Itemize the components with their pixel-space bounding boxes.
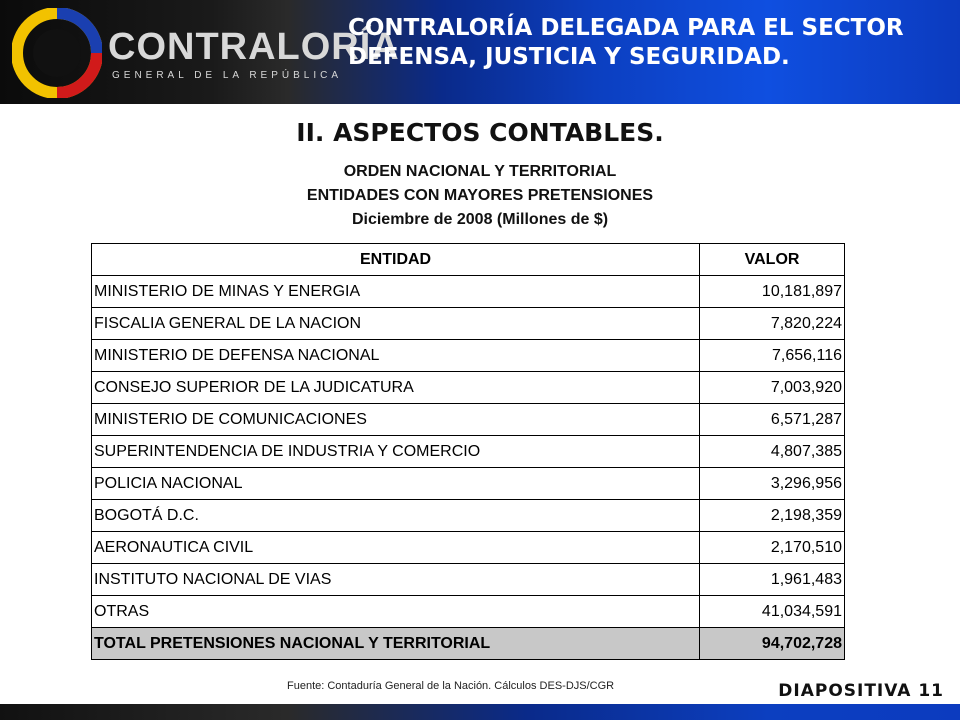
sector-title-line2: DEFENSA, JUSTICIA Y SEGURIDAD. [348,44,790,70]
cell-valor: 10,181,897 [700,276,845,308]
table-total-row [92,628,845,660]
brand-subtitle: GENERAL DE LA REPÚBLICA [112,70,343,81]
subtitle-line1: ORDEN NACIONAL Y TERRITORIAL [343,163,617,180]
table-row [92,372,845,404]
cell-valor: 7,820,224 [700,308,845,340]
footer-bar [0,704,960,720]
sector-title [348,14,958,72]
table-subtitle [0,160,960,232]
cell-entidad: MINISTERIO DE MINAS Y ENERGIA [92,276,700,308]
header-banner [0,0,960,104]
table-row [92,404,845,436]
table-header-row [92,244,845,276]
table-row [92,468,845,500]
table-row [92,564,845,596]
source-note: Fuente: Contaduría General de la Nación. Cálculos DES-DJS/CGR [287,680,615,692]
total-value: 94,702,728 [700,628,845,660]
column-header-valor: VALOR [700,244,845,276]
table-row [92,276,845,308]
cell-entidad: BOGOTÁ D.C. [92,500,700,532]
pretensiones-table [91,243,845,660]
cell-valor: 6,571,287 [700,404,845,436]
cell-entidad: OTRAS [92,596,700,628]
cell-valor: 7,656,116 [700,340,845,372]
table-row [92,340,845,372]
subtitle-line3: Diciembre de 2008 (Millones de $) [351,211,609,228]
subtitle-line2: ENTIDADES CON MAYORES PRETENSIONES [306,187,654,204]
cell-valor: 2,170,510 [700,532,845,564]
cell-valor: 4,807,385 [700,436,845,468]
cell-valor: 1,961,483 [700,564,845,596]
table-row [92,308,845,340]
table-row [92,596,845,628]
cell-valor: 7,003,920 [700,372,845,404]
section-heading: II. ASPECTOS CONTABLES. [296,118,664,147]
table-row [92,500,845,532]
cell-entidad: CONSEJO SUPERIOR DE LA JUDICATURA [92,372,700,404]
cell-valor: 2,198,359 [700,500,845,532]
cell-valor: 41,034,591 [700,596,845,628]
cell-entidad: MINISTERIO DE DEFENSA NACIONAL [92,340,700,372]
table-row [92,436,845,468]
table-row [92,532,845,564]
cell-valor: 3,296,956 [700,468,845,500]
cell-entidad: POLICIA NACIONAL [92,468,700,500]
sector-title-line1: CONTRALORÍA DELEGADA PARA EL SECTOR [348,15,904,41]
contraloria-logo-icon [12,8,102,98]
cell-entidad: AERONAUTICA CIVIL [92,532,700,564]
cell-entidad: INSTITUTO NACIONAL DE VIAS [92,564,700,596]
cell-entidad: FISCALIA GENERAL DE LA NACION [92,308,700,340]
column-header-entidad: ENTIDAD [92,244,700,276]
total-label: TOTAL PRETENSIONES NACIONAL Y TERRITORIAL [92,628,700,660]
slide-label: DIAPOSITIVA 11 [778,681,944,701]
brand-name: CONTRALORÍA [108,26,400,68]
cell-entidad: SUPERINTENDENCIA DE INDUSTRIA Y COMERCIO [92,436,700,468]
cell-entidad: MINISTERIO DE COMUNICACIONES [92,404,700,436]
